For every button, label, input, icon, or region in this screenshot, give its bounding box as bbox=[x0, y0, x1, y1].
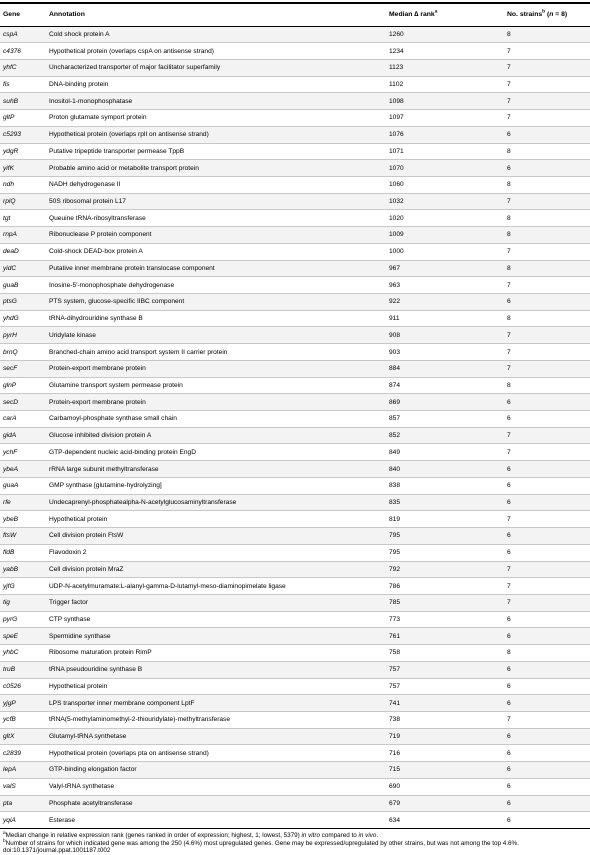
annotation-cell: GMP synthase [glutamine-hydrolyzing] bbox=[46, 477, 386, 494]
median-rank-cell: 1060 bbox=[386, 176, 504, 193]
footnote-marker-a: a bbox=[434, 9, 438, 15]
annotation-cell: DNA-binding protein bbox=[46, 76, 386, 93]
annotation-cell: NADH dehydrogenase II bbox=[46, 176, 386, 193]
strains-count-cell: 6 bbox=[504, 762, 590, 779]
strains-count-cell: 6 bbox=[504, 778, 590, 795]
strains-count-cell: 7 bbox=[504, 59, 590, 76]
table-row bbox=[0, 411, 590, 428]
annotation-cell: Inosine-5′-monophosphate dehydrogenase bbox=[46, 277, 386, 294]
table-row bbox=[0, 745, 590, 762]
annotation-cell: tRNA pseudouridine synthase B bbox=[46, 661, 386, 678]
median-rank-cell: 1260 bbox=[386, 26, 504, 43]
median-rank-cell: 967 bbox=[386, 260, 504, 277]
median-rank-cell: 757 bbox=[386, 678, 504, 695]
strains-count-cell: 7 bbox=[504, 594, 590, 611]
gene-cell: guaB bbox=[0, 277, 46, 294]
table-row bbox=[0, 327, 590, 344]
table-row bbox=[0, 444, 590, 461]
gene-cell: yidC bbox=[0, 260, 46, 277]
gene-cell: glnP bbox=[0, 377, 46, 394]
annotation-cell: Inositol-1-monophosphatase bbox=[46, 93, 386, 110]
median-rank-cell: 908 bbox=[386, 327, 504, 344]
gene-cell: rfe bbox=[0, 494, 46, 511]
table-row bbox=[0, 477, 590, 494]
annotation-cell: Putative inner membrane protein translocase component bbox=[46, 260, 386, 277]
annotation-cell: Protein-export membrane protein bbox=[46, 394, 386, 411]
annotation-cell: Proton glutamate symport protein bbox=[46, 110, 386, 127]
table-header bbox=[0, 4, 590, 26]
table-row bbox=[0, 511, 590, 528]
median-rank-cell: 1070 bbox=[386, 160, 504, 177]
header-gene bbox=[0, 4, 46, 26]
gene-cell: suhB bbox=[0, 93, 46, 110]
strains-count-cell: 7 bbox=[504, 193, 590, 210]
table-row bbox=[0, 427, 590, 444]
annotation-cell: Cold-shock DEAD-box protein A bbox=[46, 243, 386, 260]
table-row bbox=[0, 243, 590, 260]
median-rank-cell: 849 bbox=[386, 444, 504, 461]
table-row bbox=[0, 645, 590, 662]
table-row bbox=[0, 628, 590, 645]
annotation-cell: Hypothetical protein (overlaps pta on antisense strand) bbox=[46, 745, 386, 762]
strains-count-cell: 6 bbox=[504, 611, 590, 628]
median-rank-cell: 1097 bbox=[386, 110, 504, 127]
median-rank-cell: 690 bbox=[386, 778, 504, 795]
table-row bbox=[0, 277, 590, 294]
annotation-cell: Hypothetical protein bbox=[46, 678, 386, 695]
gene-cell: carA bbox=[0, 411, 46, 428]
gene-cell: ftsW bbox=[0, 528, 46, 545]
annotation-cell: Valyl-tRNA synthetase bbox=[46, 778, 386, 795]
footnote-a-text-1: Median change in relative expression rank (genes ranked in order of expression; highest, 1; lowest, 5379) bbox=[5, 832, 302, 839]
median-rank-cell: 1123 bbox=[386, 59, 504, 76]
footnote-a-text-2: compared to bbox=[320, 832, 359, 839]
footnote-b-text: Number of strains for which indicated gene was among the 250 (4.6%) most upregulated genes. Gene may be expressed/upregulated by other strains, but was not among the top 4.6%. bbox=[5, 839, 519, 847]
table-row bbox=[0, 143, 590, 160]
footnote-b-mark: b bbox=[3, 838, 6, 844]
table-row bbox=[0, 193, 590, 210]
gene-cell: yhbC bbox=[0, 645, 46, 662]
gene-cell: gltP bbox=[0, 110, 46, 127]
strains-count-cell: 6 bbox=[504, 394, 590, 411]
gene-cell: pta bbox=[0, 795, 46, 812]
annotation-cell: Cold shock protein A bbox=[46, 26, 386, 43]
table-row bbox=[0, 360, 590, 377]
gene-cell: brnQ bbox=[0, 344, 46, 361]
annotation-cell: Glutamyl-tRNA synthetase bbox=[46, 728, 386, 745]
median-rank-cell: 795 bbox=[386, 544, 504, 561]
median-rank-cell: 874 bbox=[386, 377, 504, 394]
strains-count-cell: 7 bbox=[504, 93, 590, 110]
median-rank-cell: 738 bbox=[386, 711, 504, 728]
median-rank-cell: 1071 bbox=[386, 143, 504, 160]
strains-count-cell: 6 bbox=[504, 812, 590, 829]
median-rank-cell: 719 bbox=[386, 728, 504, 745]
footnote-a-text-3: . bbox=[376, 832, 379, 839]
strains-count-cell: 6 bbox=[504, 728, 590, 745]
gene-cell: ptsG bbox=[0, 294, 46, 311]
strains-count-cell: 7 bbox=[504, 110, 590, 127]
strains-count-cell: 8 bbox=[504, 210, 590, 227]
gene-cell: yifK bbox=[0, 160, 46, 177]
strains-count-cell: 7 bbox=[504, 711, 590, 728]
median-rank-cell: 1020 bbox=[386, 210, 504, 227]
annotation-cell: Undecaprenyl-phosphatealpha-N-acetylglucosaminyltransferase bbox=[46, 494, 386, 511]
table-row bbox=[0, 93, 590, 110]
strains-count-cell: 6 bbox=[504, 411, 590, 428]
median-rank-cell: 884 bbox=[386, 360, 504, 377]
footnote-a-italic-2: in vivo bbox=[358, 832, 377, 839]
table-row bbox=[0, 528, 590, 545]
gene-cell: c2839 bbox=[0, 745, 46, 762]
annotation-cell: rRNA large subunit methyltransferase bbox=[46, 461, 386, 478]
gene-cell: yjfG bbox=[0, 578, 46, 595]
strains-count-cell: 6 bbox=[504, 628, 590, 645]
annotation-cell: Uridylate kinase bbox=[46, 327, 386, 344]
gene-cell: fis bbox=[0, 76, 46, 93]
annotation-cell: Uncharacterized transporter of major facilitator superfamily bbox=[46, 59, 386, 76]
strains-count-cell: 6 bbox=[504, 795, 590, 812]
table-row bbox=[0, 394, 590, 411]
strains-count-cell: 6 bbox=[504, 160, 590, 177]
table-row bbox=[0, 160, 590, 177]
annotation-cell: tRNA(5-methylaminomethyl-2-thiouridylate)-methyltransferase bbox=[46, 711, 386, 728]
gene-cell: yhfC bbox=[0, 59, 46, 76]
table-row bbox=[0, 210, 590, 227]
header-no-strains bbox=[504, 4, 590, 26]
table-row bbox=[0, 176, 590, 193]
strains-count-cell: 8 bbox=[504, 26, 590, 43]
median-rank-cell: 1032 bbox=[386, 193, 504, 210]
median-rank-cell: 679 bbox=[386, 795, 504, 812]
annotation-cell: Carbamoyl-phosphate synthase small chain bbox=[46, 411, 386, 428]
annotation-cell: Probable amino acid or metabolite transport protein bbox=[46, 160, 386, 177]
footnote-a-italic-1: in vitro bbox=[301, 832, 320, 839]
table-row bbox=[0, 59, 590, 76]
gene-cell: gltX bbox=[0, 728, 46, 745]
gene-cell: pyrH bbox=[0, 327, 46, 344]
median-rank-cell: 1000 bbox=[386, 243, 504, 260]
annotation-cell: Flavodoxin 2 bbox=[46, 544, 386, 561]
strains-count-cell: 7 bbox=[504, 327, 590, 344]
header-gene-text: Gene bbox=[3, 11, 20, 19]
header-row bbox=[0, 4, 590, 26]
table-row bbox=[0, 110, 590, 127]
median-rank-cell: 757 bbox=[386, 661, 504, 678]
median-rank-cell: 1098 bbox=[386, 93, 504, 110]
table-row bbox=[0, 377, 590, 394]
header-annotation-text: Annotation bbox=[49, 11, 85, 19]
gene-cell: c0526 bbox=[0, 678, 46, 695]
annotation-cell: Putative tripeptide transporter permease TppB bbox=[46, 143, 386, 160]
footnote-a bbox=[3, 832, 587, 840]
header-strains-text: No. strains bbox=[507, 11, 543, 19]
gene-cell: lepA bbox=[0, 762, 46, 779]
table-row bbox=[0, 762, 590, 779]
table-row bbox=[0, 344, 590, 361]
strains-count-cell: 6 bbox=[504, 544, 590, 561]
table-row bbox=[0, 310, 590, 327]
table-row bbox=[0, 544, 590, 561]
annotation-cell: Ribosome maturation protein RimP bbox=[46, 645, 386, 662]
annotation-cell: tRNA-dihydrouridine synthase B bbox=[46, 310, 386, 327]
table-row bbox=[0, 578, 590, 595]
strains-count-cell: 6 bbox=[504, 126, 590, 143]
header-median-rank bbox=[386, 4, 504, 26]
median-rank-cell: 773 bbox=[386, 611, 504, 628]
gene-cell: cspA bbox=[0, 26, 46, 43]
annotation-cell: LPS transporter inner membrane component LptF bbox=[46, 695, 386, 712]
strains-count-cell: 6 bbox=[504, 528, 590, 545]
median-rank-cell: 758 bbox=[386, 645, 504, 662]
annotation-cell: Queuine tRNA-ribosyltransferase bbox=[46, 210, 386, 227]
median-rank-cell: 903 bbox=[386, 344, 504, 361]
gene-cell: c5293 bbox=[0, 126, 46, 143]
annotation-cell: Cell division protein FtsW bbox=[46, 528, 386, 545]
gene-cell: fldB bbox=[0, 544, 46, 561]
gene-cell: rnpA bbox=[0, 227, 46, 244]
median-rank-cell: 819 bbox=[386, 511, 504, 528]
gene-cell: deaD bbox=[0, 243, 46, 260]
table-row bbox=[0, 461, 590, 478]
footnote-a-mark: a bbox=[3, 830, 6, 836]
table-row bbox=[0, 294, 590, 311]
annotation-cell: GTP-binding elongation factor bbox=[46, 762, 386, 779]
annotation-cell: Cell division protein MraZ bbox=[46, 561, 386, 578]
table-row bbox=[0, 260, 590, 277]
strains-count-cell: 7 bbox=[504, 561, 590, 578]
strains-count-cell: 8 bbox=[504, 310, 590, 327]
annotation-cell: Hypothetical protein (overlaps rplI on antisense strand) bbox=[46, 126, 386, 143]
doi-text: doi:10.1371/journal.ppat.1001187.t002 bbox=[3, 847, 111, 855]
header-strains-n: n bbox=[549, 11, 554, 19]
strains-count-cell: 7 bbox=[504, 344, 590, 361]
table-row bbox=[0, 678, 590, 695]
table-body bbox=[0, 26, 590, 829]
gene-cell: pyrG bbox=[0, 611, 46, 628]
gene-cell: yqiA bbox=[0, 812, 46, 829]
median-rank-cell: 716 bbox=[386, 745, 504, 762]
table-row bbox=[0, 778, 590, 795]
table-row bbox=[0, 26, 590, 43]
annotation-cell: Glucose inhibited division protein A bbox=[46, 427, 386, 444]
strains-count-cell: 7 bbox=[504, 76, 590, 93]
annotation-cell: PTS system, glucose-specific IIBC component bbox=[46, 294, 386, 311]
annotation-cell: GTP-dependent nucleic acid-binding protein EngD bbox=[46, 444, 386, 461]
strains-count-cell: 8 bbox=[504, 143, 590, 160]
strains-count-cell: 6 bbox=[504, 678, 590, 695]
strains-count-cell: 8 bbox=[504, 227, 590, 244]
gene-cell: secF bbox=[0, 360, 46, 377]
strains-count-cell: 8 bbox=[504, 176, 590, 193]
median-rank-cell: 634 bbox=[386, 812, 504, 829]
median-rank-cell: 792 bbox=[386, 561, 504, 578]
median-rank-cell: 715 bbox=[386, 762, 504, 779]
table-row bbox=[0, 795, 590, 812]
gene-cell: speE bbox=[0, 628, 46, 645]
annotation-cell: 50S ribosomal protein L17 bbox=[46, 193, 386, 210]
header-strains-open: ( bbox=[545, 11, 550, 19]
gene-cell: truB bbox=[0, 661, 46, 678]
strains-count-cell: 7 bbox=[504, 511, 590, 528]
table-row bbox=[0, 494, 590, 511]
median-rank-cell: 857 bbox=[386, 411, 504, 428]
table-row bbox=[0, 227, 590, 244]
strains-count-cell: 7 bbox=[504, 444, 590, 461]
table-row bbox=[0, 812, 590, 829]
strains-count-cell: 8 bbox=[504, 377, 590, 394]
strains-count-cell: 7 bbox=[504, 43, 590, 60]
table-row bbox=[0, 43, 590, 60]
table-row bbox=[0, 126, 590, 143]
median-rank-cell: 1009 bbox=[386, 227, 504, 244]
strains-count-cell: 6 bbox=[504, 695, 590, 712]
header-strains-close: = 8) bbox=[553, 11, 568, 19]
strains-count-cell: 6 bbox=[504, 494, 590, 511]
footnotes bbox=[3, 832, 587, 855]
median-rank-cell: 852 bbox=[386, 427, 504, 444]
strains-count-cell: 6 bbox=[504, 461, 590, 478]
strains-count-cell: 7 bbox=[504, 243, 590, 260]
gene-cell: ndh bbox=[0, 176, 46, 193]
table-row bbox=[0, 661, 590, 678]
table-row bbox=[0, 711, 590, 728]
gene-cell: rplQ bbox=[0, 193, 46, 210]
median-rank-cell: 741 bbox=[386, 695, 504, 712]
gene-cell: guaA bbox=[0, 477, 46, 494]
table-row bbox=[0, 728, 590, 745]
gene-cell: valS bbox=[0, 778, 46, 795]
median-rank-cell: 869 bbox=[386, 394, 504, 411]
strains-count-cell: 7 bbox=[504, 427, 590, 444]
strains-count-cell: 6 bbox=[504, 745, 590, 762]
strains-count-cell: 7 bbox=[504, 277, 590, 294]
gene-cell: ybeA bbox=[0, 461, 46, 478]
median-rank-cell: 835 bbox=[386, 494, 504, 511]
doi-line bbox=[3, 847, 587, 855]
footnote-marker-b: b bbox=[542, 9, 546, 15]
gene-cell: ycfB bbox=[0, 711, 46, 728]
table-row bbox=[0, 594, 590, 611]
strains-count-cell: 7 bbox=[504, 360, 590, 377]
median-rank-cell: 1076 bbox=[386, 126, 504, 143]
median-rank-cell: 838 bbox=[386, 477, 504, 494]
header-annotation bbox=[46, 4, 386, 26]
annotation-cell: UDP-N-acetylmuramate:L-alanyl-gamma-D-lutamyl-meso-diaminopimelate ligase bbox=[46, 578, 386, 595]
annotation-cell: Esterase bbox=[46, 812, 386, 829]
footnote-b bbox=[3, 840, 587, 848]
gene-cell: ybeB bbox=[0, 511, 46, 528]
median-rank-cell: 911 bbox=[386, 310, 504, 327]
annotation-cell: Protein-export membrane protein bbox=[46, 360, 386, 377]
gene-cell: secD bbox=[0, 394, 46, 411]
annotation-cell: Hypothetical protein (overlaps cspA on antisense strand) bbox=[46, 43, 386, 60]
header-median-text: Median ∆ rank bbox=[389, 11, 435, 19]
gene-cell: ychF bbox=[0, 444, 46, 461]
gene-cell: yabB bbox=[0, 561, 46, 578]
gene-cell: yhdG bbox=[0, 310, 46, 327]
median-rank-cell: 1234 bbox=[386, 43, 504, 60]
annotation-cell: Glutamine transport system permease protein bbox=[46, 377, 386, 394]
strains-count-cell: 6 bbox=[504, 294, 590, 311]
table-row bbox=[0, 561, 590, 578]
strains-count-cell: 7 bbox=[504, 578, 590, 595]
strains-count-cell: 6 bbox=[504, 477, 590, 494]
annotation-cell: Trigger factor bbox=[46, 594, 386, 611]
strains-count-cell: 6 bbox=[504, 661, 590, 678]
annotation-cell: Phosphate acetyltransferase bbox=[46, 795, 386, 812]
annotation-cell: Ribonuclease P protein component bbox=[46, 227, 386, 244]
annotation-cell: Spermidine synthase bbox=[46, 628, 386, 645]
gene-cell: gidA bbox=[0, 427, 46, 444]
median-rank-cell: 761 bbox=[386, 628, 504, 645]
median-rank-cell: 786 bbox=[386, 578, 504, 595]
median-rank-cell: 785 bbox=[386, 594, 504, 611]
annotation-cell: Hypothetical protein bbox=[46, 511, 386, 528]
gene-cell: tig bbox=[0, 594, 46, 611]
gene-cell: tgt bbox=[0, 210, 46, 227]
median-rank-cell: 963 bbox=[386, 277, 504, 294]
median-rank-cell: 795 bbox=[386, 528, 504, 545]
median-rank-cell: 840 bbox=[386, 461, 504, 478]
gene-cell: ydgR bbox=[0, 143, 46, 160]
gene-cell: c4376 bbox=[0, 43, 46, 60]
strains-count-cell: 8 bbox=[504, 645, 590, 662]
median-rank-cell: 1102 bbox=[386, 76, 504, 93]
median-rank-cell: 922 bbox=[386, 294, 504, 311]
strains-count-cell: 8 bbox=[504, 260, 590, 277]
annotation-cell: CTP synthase bbox=[46, 611, 386, 628]
annotation-cell: Branched-chain amino acid transport system II carrier protein bbox=[46, 344, 386, 361]
gene-table bbox=[0, 4, 590, 829]
table-row bbox=[0, 695, 590, 712]
table-row bbox=[0, 76, 590, 93]
table-row bbox=[0, 611, 590, 628]
gene-cell: yjgP bbox=[0, 695, 46, 712]
